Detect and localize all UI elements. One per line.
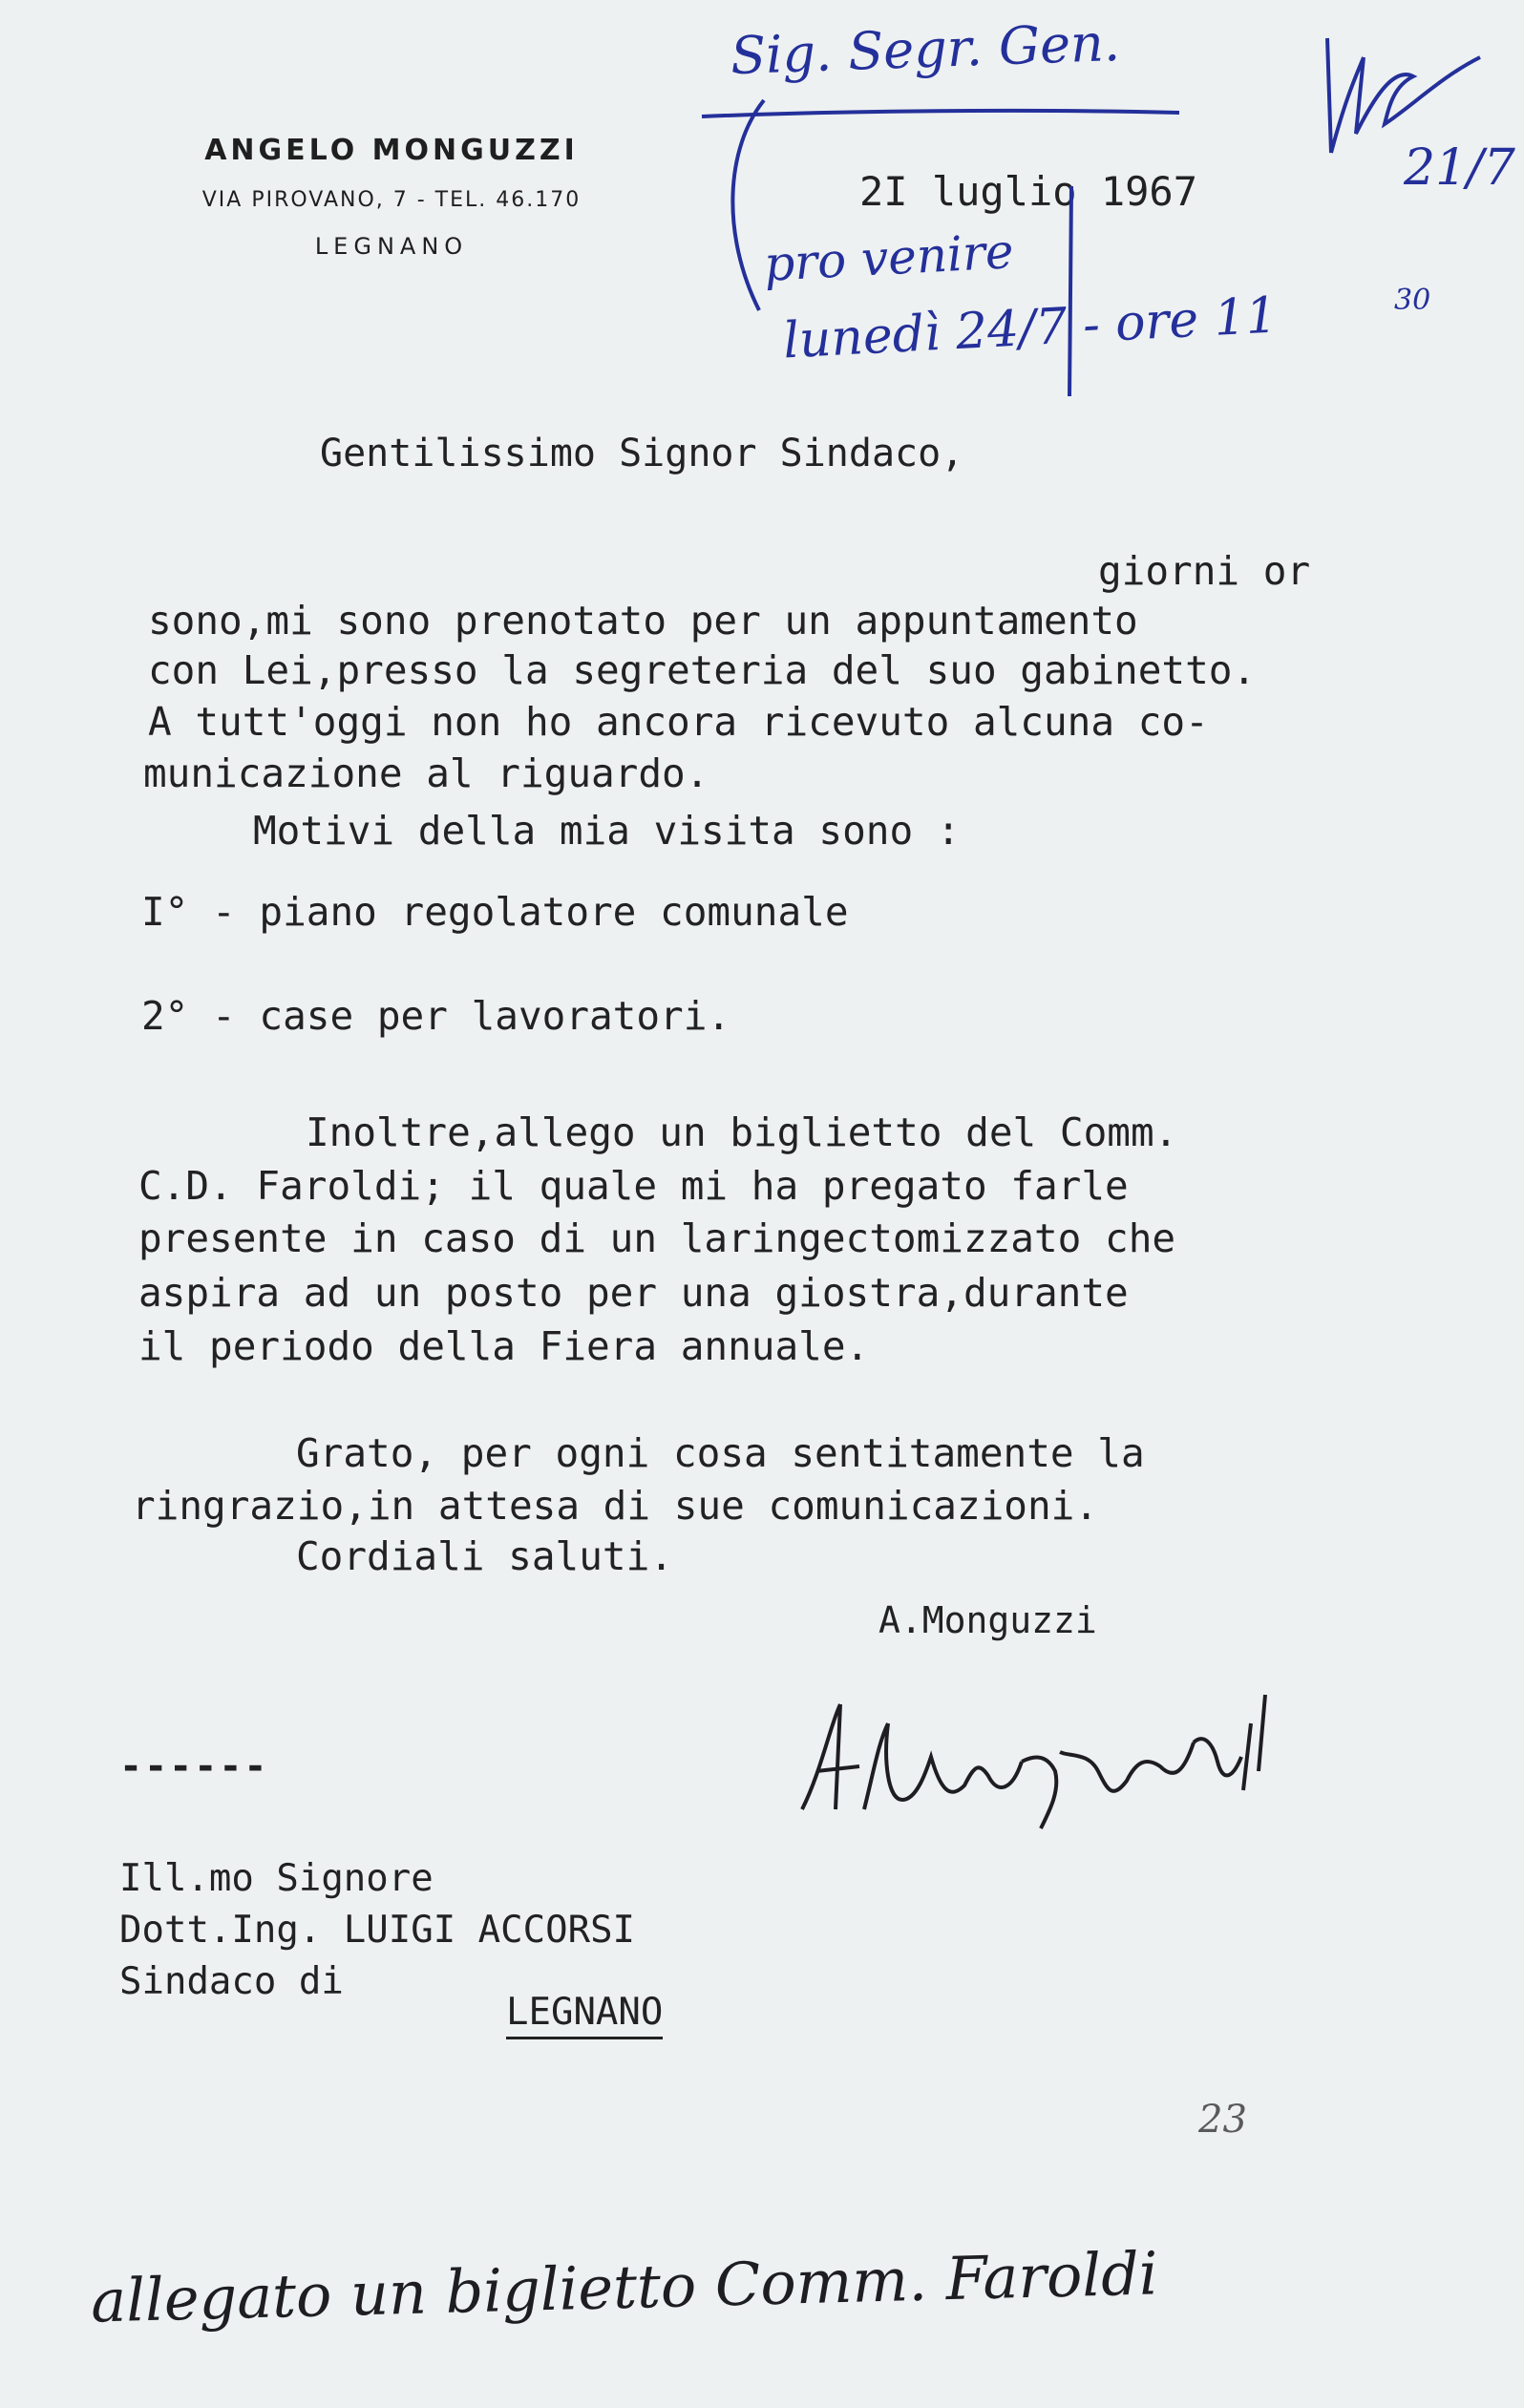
handwritten-recipient-note: Sig. Segr. Gen. — [730, 11, 1121, 87]
greeting: Gentilissimo Signor Sindaco, — [320, 432, 964, 475]
addressee-city: LEGNANO — [506, 1994, 663, 2039]
letter-date: 2I luglio 1967 — [859, 168, 1198, 215]
body-line: il periodo della Fiera annuale. — [138, 1323, 870, 1369]
handwritten-initial-date: 21/7 — [1404, 139, 1515, 197]
handwritten-signature — [783, 1666, 1318, 1848]
letterhead-address: VIA PIROVANO, 7 - TEL. 46.170 — [201, 188, 582, 212]
body-line: aspira ad un posto per una giostra,durante — [138, 1270, 1129, 1316]
body-line: giorni or — [1098, 548, 1311, 594]
body-line: municazione al riguardo. — [143, 750, 709, 796]
body-line: con Lei,presso la segreteria del suo gabinetto. — [148, 647, 1257, 693]
letterhead-name: ANGELO MONGUZZI — [204, 134, 579, 167]
body-line: C.D. Faroldi; il quale mi ha pregato farle — [138, 1163, 1129, 1209]
handwritten-note-line2: lunedì 24/7 - ore 11 — [781, 286, 1280, 370]
letterhead — [105, 134, 678, 260]
body-line: sono,mi sono prenotato per un appuntamento — [148, 598, 1138, 644]
handwritten-note-superscript: 30 — [1394, 284, 1431, 317]
body-line: A tutt'oggi non ho ancora ricevuto alcuna co- — [148, 699, 1209, 745]
body-line: Inoltre,allego un biglietto del Comm. — [306, 1109, 1178, 1155]
addressee-line: Sindaco di — [119, 1960, 344, 2003]
typed-signature: A.Monguzzi — [878, 1599, 1097, 1641]
page-number: 23 — [1198, 2098, 1247, 2142]
body-line: Motivi della mia visita sono : — [253, 808, 961, 854]
letterhead-city: LEGNANO — [314, 233, 469, 260]
list-item: I° - piano regolatore comunale — [141, 889, 849, 935]
list-item: 2° - case per lavoratori. — [141, 993, 731, 1039]
handwritten-note-line1: pro venire — [762, 223, 1015, 292]
body-line: Grato, per ogni cosa sentitamente la — [296, 1430, 1145, 1476]
body-line: presente in caso di un laringectomizzato che — [138, 1215, 1176, 1261]
handwritten-stroke — [1050, 181, 1089, 401]
addressee-line: Dott.Ing. LUIGI ACCORSI — [119, 1909, 636, 1952]
addressee-line: Ill.mo Signore — [119, 1857, 434, 1900]
body-line: ringrazio,in attesa di sue comunicazioni. — [132, 1483, 1099, 1529]
body-line: Cordiali saluti. — [296, 1533, 673, 1579]
separator: ------ — [119, 1744, 269, 1788]
handwritten-bottom-note: allegato un biglietto Comm. Faroldi — [90, 2238, 1159, 2336]
